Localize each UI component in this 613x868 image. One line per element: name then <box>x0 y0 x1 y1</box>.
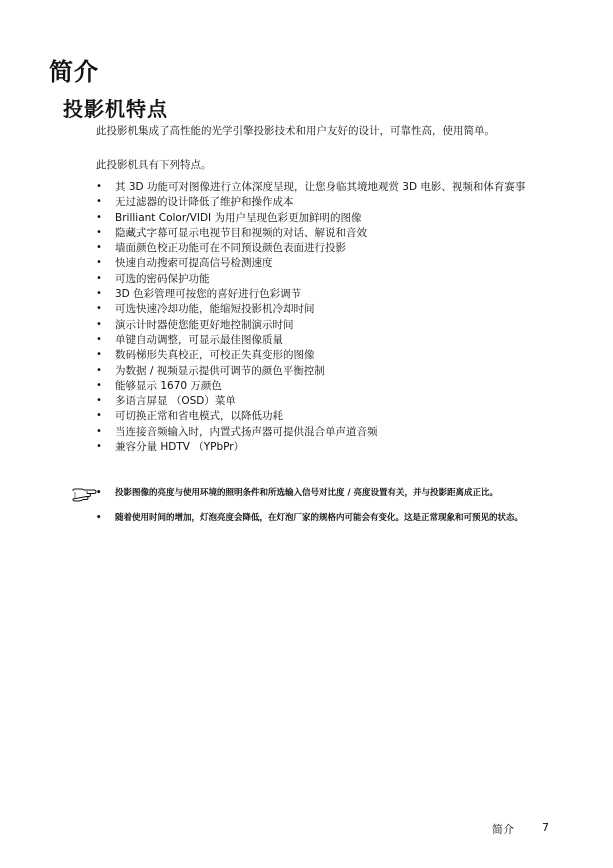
bullet: • <box>96 272 102 284</box>
bullet: • <box>96 349 102 361</box>
feature-item <box>96 256 546 270</box>
feature-item <box>96 348 546 362</box>
feature-text: 能够显示 1670 万颜色 <box>115 379 222 392</box>
note-text: 随着使用时间的增加，灯泡亮度会降低，在灯泡厂家的规格内可能会有变化。这是正常现象和可预见的状态。 <box>115 512 524 523</box>
feature-item <box>96 440 546 454</box>
feature-text: 无过滤器的设计降低了维护和操作成本 <box>115 196 294 209</box>
feature-item <box>96 195 546 209</box>
bullet: • <box>96 181 102 192</box>
features-lead-paragraph: 此投影机具有下列特点。 <box>96 159 212 171</box>
bullet: • <box>96 425 102 437</box>
feature-item <box>96 425 546 439</box>
feature-item <box>96 241 546 255</box>
feature-text: 其 3D 功能可对图像进行立体深度呈现，让您身临其境地观赏 3D 电影、视频和体育赛事 <box>115 181 526 193</box>
feature-text: 可切换正常和省电模式，以降低功耗 <box>115 410 283 423</box>
bullet: • <box>96 211 102 223</box>
section-title: 投影机特点 <box>63 97 168 121</box>
feature-item <box>96 318 546 332</box>
bullet: • <box>96 333 102 345</box>
feature-text: 兼容分量 HDTV （YPbPr） <box>115 441 245 454</box>
feature-item <box>96 287 546 301</box>
feature-list <box>96 180 546 455</box>
note-bullet: • <box>96 512 102 523</box>
bullet: • <box>96 441 102 453</box>
intro-paragraph: 此投影机集成了高性能的光学引擎投影技术和用户友好的设计，可靠性高，使用简单。 <box>96 125 495 137</box>
note-item <box>72 487 552 500</box>
bullet: • <box>96 303 102 315</box>
bullet: • <box>96 288 102 300</box>
feature-text: 墙面颜色校正功能可在不同预设颜色表面进行投影 <box>115 242 346 255</box>
bullet: • <box>96 196 102 208</box>
feature-text: 当连接音频输入时，内置式扬声器可提供混合单声道音频 <box>115 425 378 438</box>
feature-item <box>96 394 546 408</box>
feature-text: 可选快速冷却功能，能缩短投影机冷却时间 <box>115 303 315 316</box>
feature-item <box>96 364 546 378</box>
feature-text: 3D 色彩管理可按您的喜好进行色彩调节 <box>115 288 302 301</box>
feature-item <box>96 180 546 194</box>
feature-text: 快速自动搜索可提高信号检测速度 <box>115 257 273 270</box>
bullet: • <box>96 410 102 422</box>
feature-item <box>96 409 546 423</box>
bullet: • <box>96 257 102 269</box>
feature-text: 为数据 / 视频显示提供可调节的颜色平衡控制 <box>115 364 325 377</box>
feature-text: Brilliant Color/VIDI 为用户呈现色彩更加鲜明的图像 <box>115 211 362 224</box>
feature-text: 可选的密码保护功能 <box>115 272 210 285</box>
feature-item <box>96 302 546 316</box>
feature-text: 隐藏式字幕可显示电视节目和视频的对话、解说和音效 <box>115 226 367 239</box>
note-bullet: • <box>96 488 102 498</box>
bullet: • <box>96 226 102 238</box>
bullet: • <box>96 318 102 330</box>
bullet: • <box>96 364 102 376</box>
note-item <box>72 512 552 525</box>
feature-item <box>96 226 546 240</box>
feature-text: 演示计时器使您能更好地控制演示时间 <box>115 318 294 331</box>
footer-section-label: 简介 <box>492 823 514 836</box>
feature-text: 多语言屏显 （OSD）菜单 <box>115 395 236 408</box>
feature-item <box>96 333 546 347</box>
note-text: 投影图像的亮度与使用环境的照明条件和所选输入信号对比度 / 亮度设置有关，并与投影距离成正比。 <box>115 488 499 498</box>
feature-item <box>96 272 546 286</box>
feature-item <box>96 211 546 225</box>
feature-text: 单键自动调整，可显示最佳图像质量 <box>115 333 283 346</box>
feature-text: 数码梯形失真校正，可校正失真变形的图像 <box>115 349 315 362</box>
bullet: • <box>96 379 102 391</box>
bullet: • <box>96 395 102 407</box>
bullet: • <box>96 242 102 254</box>
page-title: 简介 <box>49 58 99 86</box>
page-number: 7 <box>542 821 549 834</box>
notes-section <box>72 487 552 536</box>
feature-item <box>96 379 546 393</box>
